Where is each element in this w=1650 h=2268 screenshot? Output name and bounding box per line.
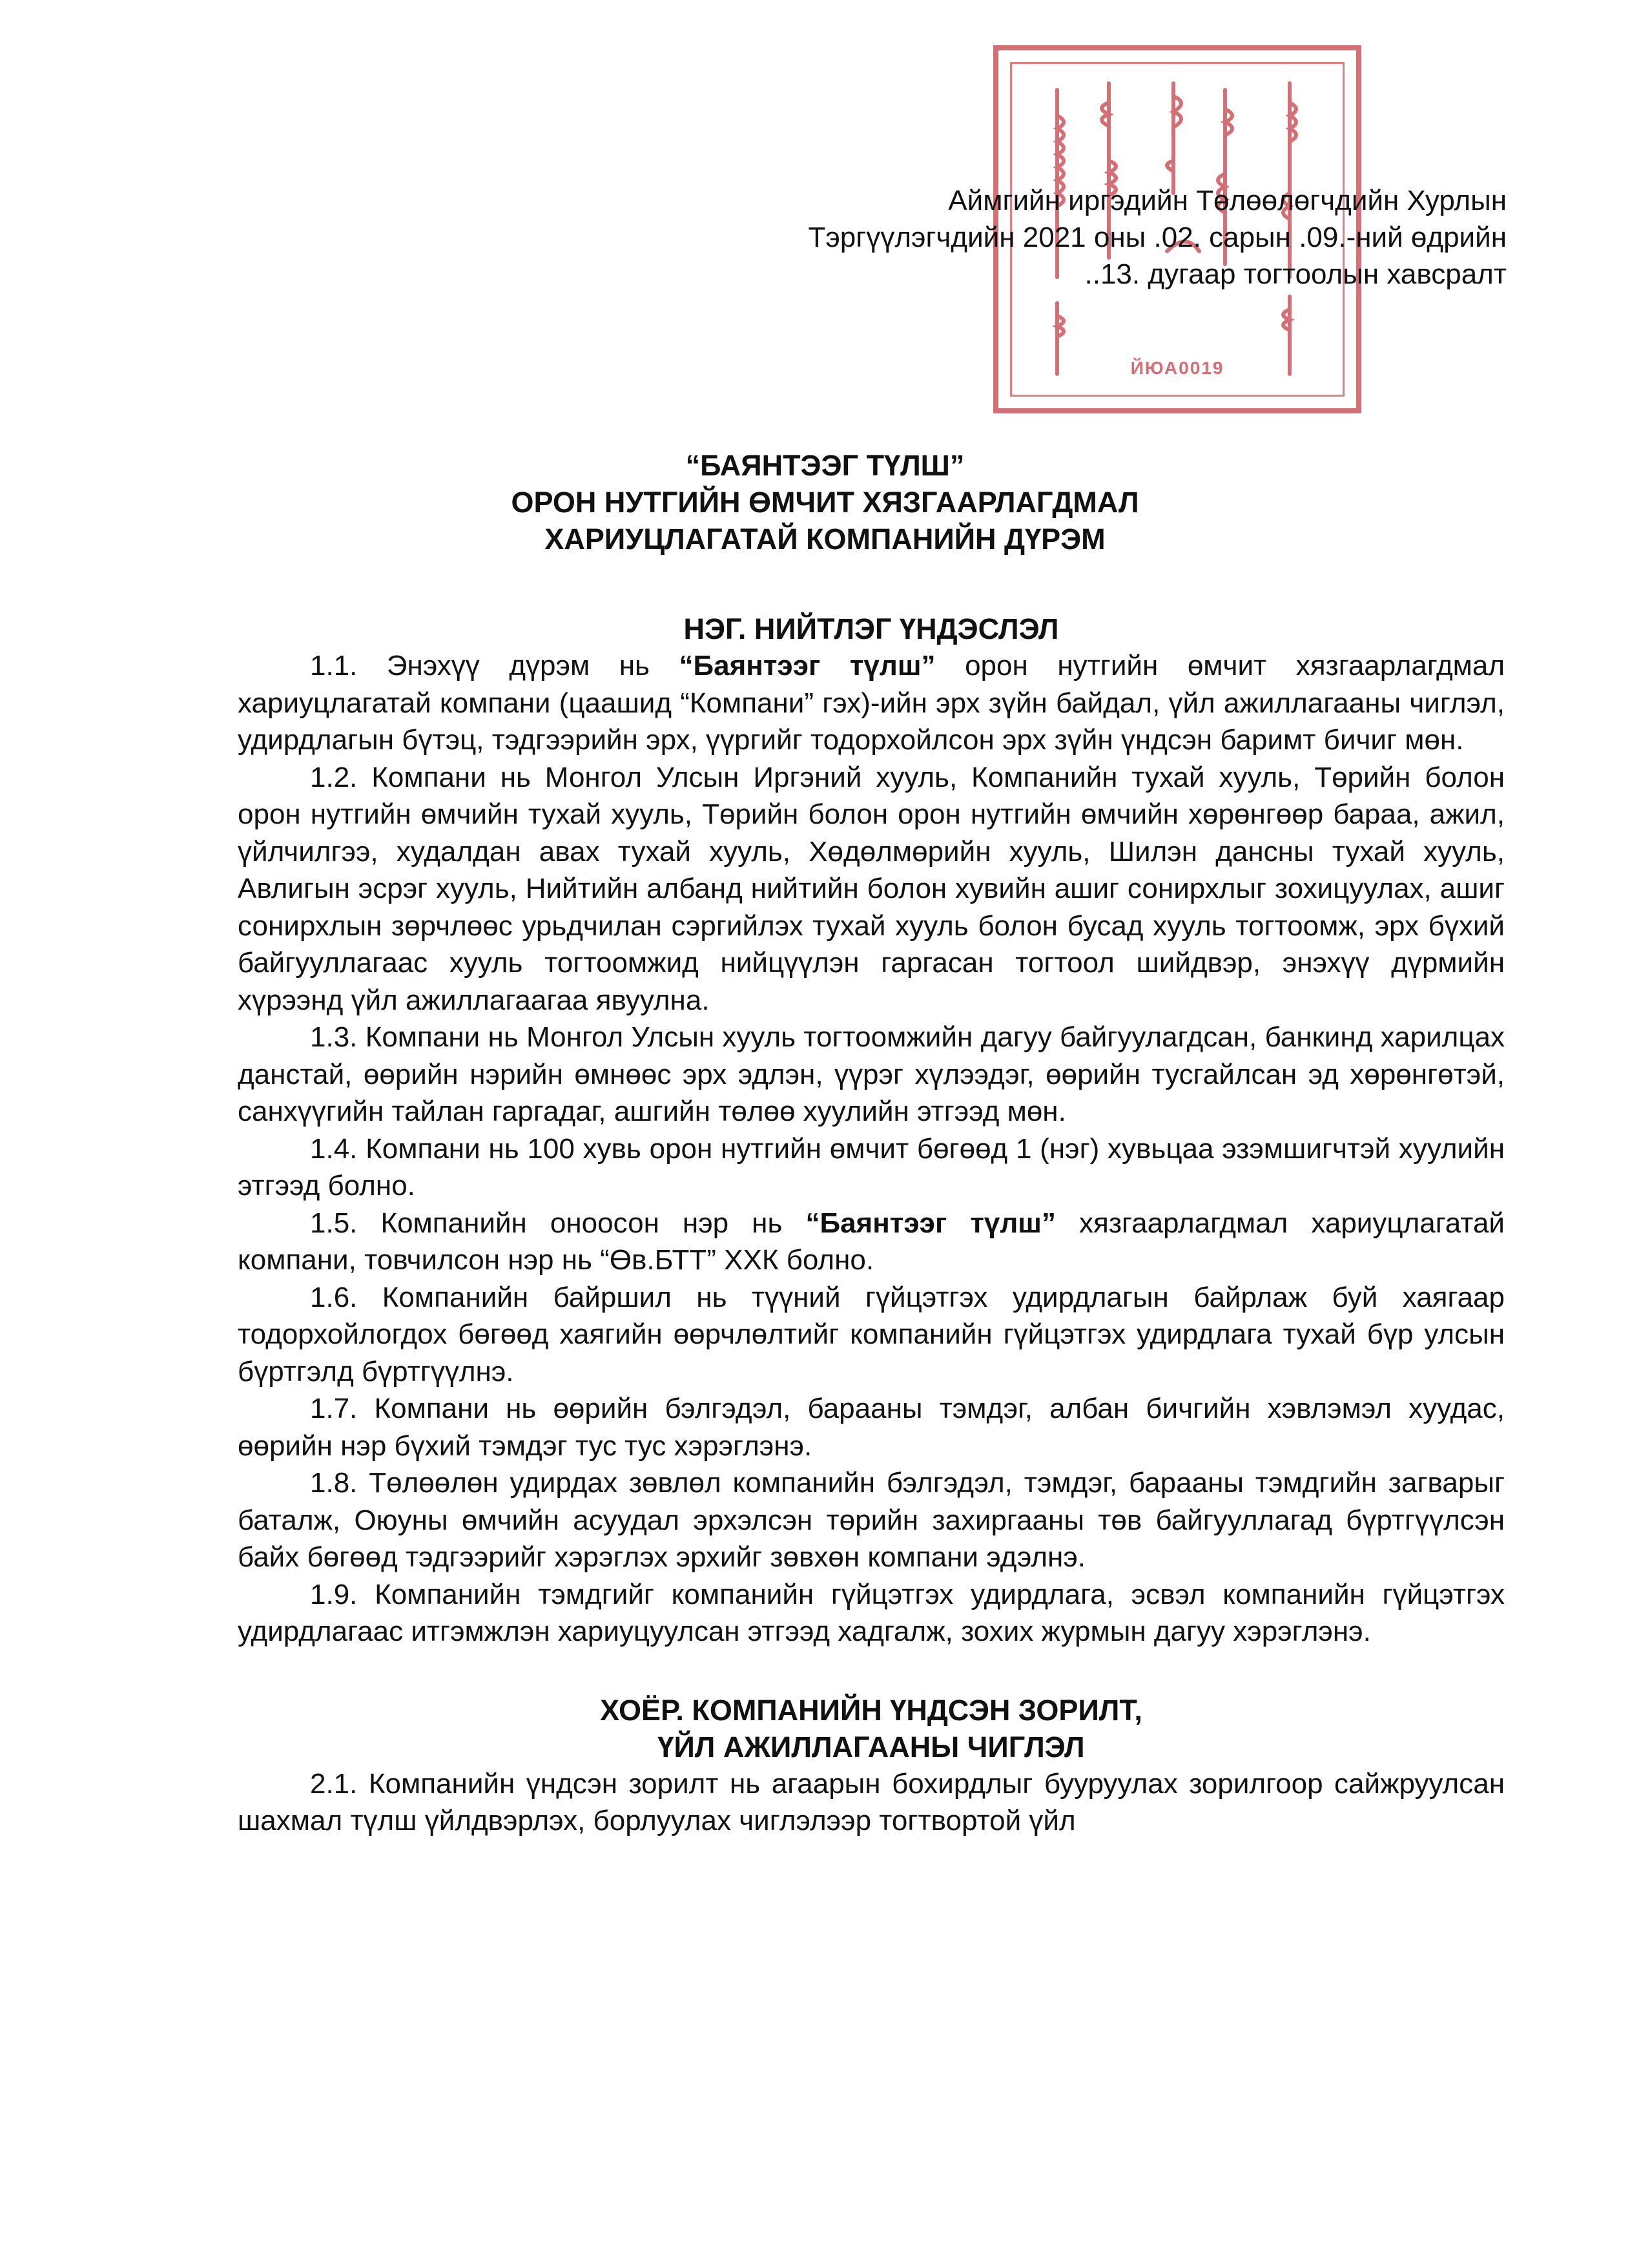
document-title — [0, 447, 1650, 557]
annex-line-2: Тэргүүлэгчдийн 2021 оны .02. сарын .09.-ний өдрийн — [808, 222, 1507, 253]
paragraph-1-8: 1.8. Төлөөлөн удирдах зөвлөл компанийн бэлгэдэл, тэмдэг, барааны тэмдгийн загварыг баталж, Оюуны өмчийн асуудал эрхэлсэн төрийн захиргааны төв байгууллагад бүртгүүлсэн байх бөгөөд тэдгээрийг хэрэглэх эрхийг зөвхөн компани эдэлнэ. — [238, 1467, 1505, 1573]
annex-line-1: Аймгийн иргэдийн Төлөөлөгчдийн Хурлын — [948, 185, 1507, 216]
stamp-serial: ЙЮА0019 — [1130, 358, 1224, 378]
annex-note — [603, 182, 1507, 293]
document-body — [238, 610, 1505, 1840]
paragraph-2-1: 2.1. Компанийн үндсэн зорилт нь агаарын бохирдлыг бууруулах зорилгоор сайжруулсан шахмал түлш үйлдвэрлэх, борлуулах чиглэлээр тогтвортой үйл — [238, 1767, 1505, 1836]
paragraph-1-1 — [238, 647, 1505, 759]
paragraph-1-4: 1.4. Компани нь 100 хувь орон нутгийн өмчит бөгөөд 1 (нэг) хувьцаа эзэмшигчтэй хуулийн этгээд болно. — [238, 1132, 1505, 1202]
company-name-bold-2: “Баянтээг түлш” — [805, 1207, 1056, 1239]
section-2-heading — [238, 1692, 1505, 1765]
annex-line-3: ..13. дугаар тогтоолын хавсралт — [1084, 258, 1507, 290]
title-line-2: ОРОН НУТГИЙН ӨМЧИТ ХЯЗГААРЛАГДМАЛ — [511, 486, 1139, 519]
paragraph-1-2: 1.2. Компани нь Монгол Улсын Иргэний хууль, Компанийн тухай хууль, Төрийн болон орон нутгийн өмчийн тухай хууль, Төрийн болон орон нутгийн өмчийн хөрөнгөөр бараа, ажил, үйлчилгээ, худалдан авах тухай хууль, Хөдөлмөрийн хууль, Шилэн дансны тухай хууль, Авлигын эсрэг хууль, Нийтийн албанд нийтийн болон хувийн ашиг сонирхлыг зохицуулах, ашиг сонирхлын зөрчлөөс урьдчилан сэргийлэх тухай хууль болон бусад хууль тогтоомж, эрх бүхий байгууллагаас хууль тогтоомжид нийцүүлэн гаргасан тогтоол шийдвэр, энэхүү дүрмийн хүрээнд үйл ажиллагаагаа явуулна. — [238, 761, 1505, 1016]
title-line-1: “БАЯНТЭЭГ ТҮЛШ” — [685, 449, 965, 482]
company-name-bold: “Баянтээг түлш” — [679, 650, 936, 681]
paragraph-1-5-lead: 1.5. Компанийн оноосон нэр нь — [310, 1207, 806, 1239]
paragraph-1-5-rest: хязгаарлагдмал хариуцлагатай компани, товчилсон нэр нь “Өв.БТТ” ХХК болно. — [238, 1207, 1505, 1276]
section-1-heading: НЭГ. НИЙТЛЭГ ҮНДЭСЛЭЛ — [683, 612, 1059, 645]
paragraph-1-3: 1.3. Компани нь Монгол Улсын хууль тогтоомжийн дагуу байгуулагдсан, банкинд харилцах данстай, өөрийн нэрийн өмнөөс эрх эдлэн, үүрэг хүлээдэг, өөрийн тусгайлсан эд хөрөнгөтэй, санхүүгийн тайлан гаргадаг, ашгийн төлөө хуулийн этгээд мөн. — [238, 1021, 1505, 1127]
paragraph-1-1-rest: орон нутгийн өмчит хязгаарлагдмал хариуцлагатай компани (цаашид “Компани” гэх)-ийн эрх зүйн байдал, үйл ажиллагааны чиглэл, удирдлагын бүтэц, тэдгээрийн эрх, үүргийг тодорхойлсон эрх зүйн үндсэн баримт бичиг мөн. — [238, 650, 1505, 756]
section-2-heading-line-2: ҮЙЛ АЖИЛЛАГААНЫ ЧИГЛЭЛ — [657, 1730, 1085, 1763]
paragraph-1-6: 1.6. Компанийн байршил нь түүний гүйцэтгэх удирдлагын байрлаж буй хаягаар тодорхойлогдох бөгөөд хаягийн өөрчлөлтийг компанийн гүйцэтгэх удирдлага тухай бүр улсын бүртгэлд бүртгүүлнэ. — [238, 1281, 1505, 1388]
paragraph-1-5 — [238, 1205, 1505, 1279]
paragraph-1-9: 1.9. Компанийн тэмдгийг компанийн гүйцэтгэх удирдлага, эсвэл компанийн гүйцэтгэх удирдлагаас итгэмжлэн хариуцуулсан этгээд хадгалж, зохих журмын дагуу хэрэглэнэ. — [238, 1578, 1505, 1647]
paragraph-1-1-lead: 1.1. Энэхүү дүрэм нь — [310, 650, 679, 681]
section-2-heading-line-1: ХОЁР. КОМПАНИЙН ҮНДСЭН ЗОРИЛТ, — [600, 1693, 1142, 1727]
title-line-3: ХАРИУЦЛАГАТАЙ КОМПАНИЙН ДҮРЭМ — [544, 523, 1106, 556]
paragraph-1-7: 1.7. Компани нь өөрийн бэлгэдэл, барааны тэмдэг, албан бичгийн хэвлэмэл хуудас, өөрийн нэр бүхий тэмдэг тус тус хэрэглэнэ. — [238, 1393, 1505, 1462]
